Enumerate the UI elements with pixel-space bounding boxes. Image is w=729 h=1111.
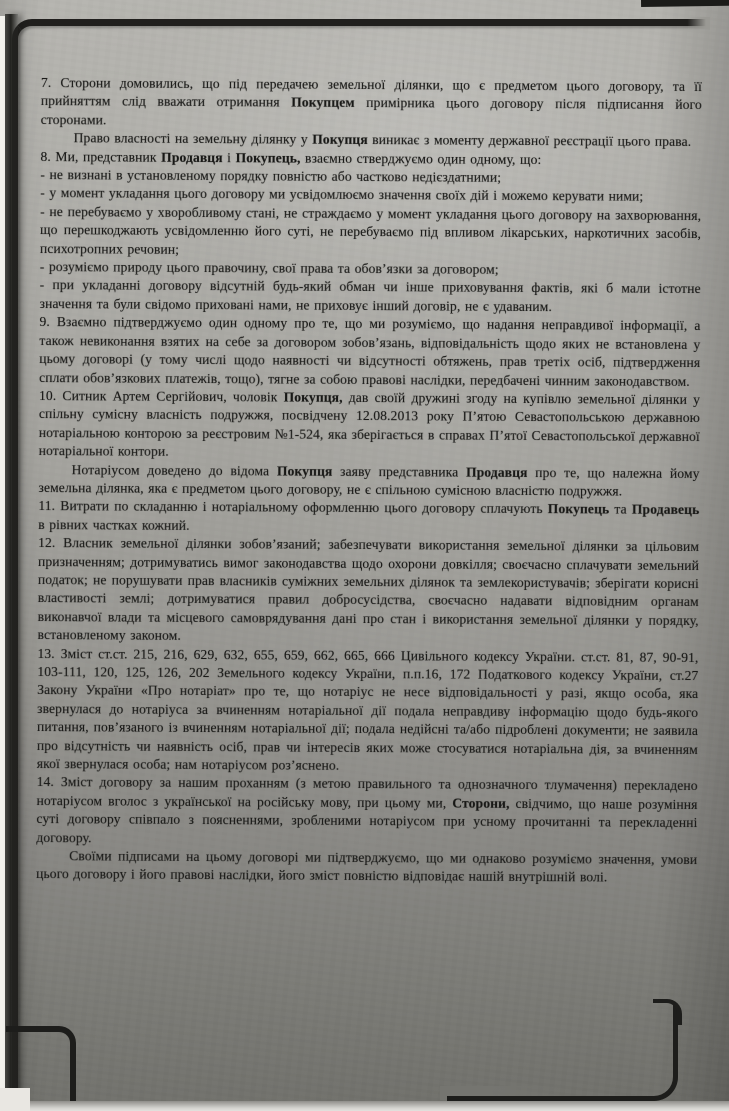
paragraph: [41, 74, 702, 133]
bold-term: Покупця: [312, 131, 368, 148]
text-run: 7. Сторони домовились, що під передачею земельної ділянки, що є предметом цього договору, та її прийняттям слід вважати отримання: [40, 74, 702, 110]
text-run: примірника цього договору після підписання його сторонами.: [40, 95, 702, 128]
text-run: - при укладанні договору відсутній будь-який обман чи інше приховування фактів, які б мали істотне значення та були свідомо приховані нами, не приховує інший договір, не є удаваним.: [39, 277, 701, 315]
bottom-right-frame-fragment: [447, 1004, 678, 1101]
text-run: - не визнані в установленому порядку повністю або частково недієздатними;: [40, 167, 502, 185]
text-run: Право власності на земельну ділянку у: [73, 130, 313, 147]
text-run: виникає з моменту державної реєстрації цього права.: [367, 132, 692, 150]
text-run: - у момент укладання цього договору ми усвідомлюємо значення своїх дій і можемо керувати ними;: [40, 185, 644, 205]
frame-top-line-fade: [660, 17, 710, 29]
bold-term: Покупця: [276, 462, 333, 479]
top-right-frame-fragment: [641, 0, 729, 7]
text-run: - розуміємо природу цього правочину, свої права та обов’язки за договором;: [39, 259, 499, 277]
bold-term: Продавець: [631, 501, 700, 518]
paragraph: [37, 645, 699, 778]
text-run: дав своїй дружині згоду на купівлю земельної ділянки у спільну сумісну власність подружжя, посвідчену 12.08.2013 року П’ятою Севастопольською державною нотаріальною конторою за реєстровим №1-524, яка зберігається в справах П’ятої Севастопольської державної нотаріальної контори.: [38, 389, 701, 459]
bold-term: Сторони,: [452, 795, 510, 811]
text-run: про те, що належна йому земельна ділянка, яка є предметом цього договору, не є спільною сумісною власністю подружжя.: [38, 464, 700, 499]
paragraph: [38, 497, 699, 538]
scan-bottom-edge-strip: [0, 1101, 729, 1111]
paragraph: [40, 203, 701, 262]
bold-term: Продавця: [161, 149, 223, 165]
paragraph: [38, 461, 699, 502]
text-run: і: [222, 149, 236, 165]
text-run: 12. Власник земельної ділянки зобов’язаний; забезпечувати використання земельної ділянки за цільовим призначенням; дотримуватись вимог законодавства щодо охорони довкілля; своєчасно сплачувати земельний податок; не порушувати прав власників суміжних земельних ділянок та землекористувачів; зберігати корисні властивості землі; дотримуватися правил добросусідства, своєчасно надавати відповідним органам виконавчої влади та місцевого самоврядування дані про стан і використання земельної ділянки у порядку, встановленому законом.: [37, 535, 700, 644]
paragraph: [36, 847, 697, 888]
text-run: та: [609, 501, 632, 517]
bold-term: Продавця: [465, 464, 528, 480]
text-run: взаємно стверджуємо один одному, що:: [300, 150, 542, 167]
text-run: в рівних частках кожний.: [38, 516, 190, 533]
scan-gutter-shadow: [5, 14, 18, 1106]
paragraph: [39, 313, 700, 391]
paragraph: [36, 773, 697, 851]
document-text: [35, 74, 702, 1070]
bold-term: Покупець,: [235, 149, 301, 166]
bold-term: Покупець: [547, 501, 610, 517]
paragraph: [40, 276, 701, 317]
bottom-right-frame-corner-hook: [653, 999, 682, 1025]
text-run: 13. Зміст ст.ст. 215, 216, 629, 632, 655, 659, 662, 665, 666 Цивільного кодексу України. ст.ст. 81, 87, 90-91, 103-111, 120, 125, 126, 202 Земельного кодексу України, п.п.16, 172 Податкового кодексу України, ст.27 Закону України «Про нотаріат» про те, що нотаріус не несе відповідальності у разі, якщо особа, яка звернулася до нотаріуса за вчиненням нотаріальної дії подала неправдиву інформацію щодо будь-якого питання, пов’язаного із вчиненням нотаріальної дії; подала недійсні та/або підроблені документи; не заявила про відсутність чи наявність осіб, прав чи інтересів яких може стосуватися нотаріальна дія, за вчиненням якої звернулася особа; нам нотаріусом роз’яснено.: [36, 645, 699, 773]
text-run: 8. Ми, представник: [40, 148, 162, 165]
text-run: 11. Витрати по складанню і нотаріальному оформленню цього договору сплачують: [38, 498, 548, 517]
scan-bottom-left-white-patch: [0, 1088, 30, 1111]
bold-term: Покупця,: [283, 389, 343, 405]
text-run: 9. Взаємно підтверджуємо один одному про те, що ми розуміємо, що надання неправдивої інформації, а також невиконання взятих на себе за договором зобов’язань, відповідальність щодо яких не встановлена у цьому договорі (у тому числі щодо наявності чи відсутності обтяжень, прав третіх осіб, підтвердження сплати обов’язкових платежів, тощо), тягне за собою правові наслідки, передбачені чинним законодавством.: [39, 314, 701, 389]
paragraph: [39, 387, 700, 465]
text-run: свідчимо, що наше розуміння суті договору співпало з поясненнями, зробленими нотаріусом при усному прочитанні та перекладенні договору.: [36, 795, 698, 845]
text-run: 10. Ситник Артем Сергійович, чоловік: [38, 387, 284, 405]
text-run: заяву представника: [332, 463, 467, 480]
text-run: - не перебуваємо у хворобливому стані, не страждаємо у момент укладання цього договору на захворювання, що перешкоджають усвідомленню його суті, не перебуваємо під впливом лікарських, наркотичних засобів, психотропних речовин;: [39, 203, 702, 257]
paragraph: [38, 534, 700, 648]
text-run: 14. Зміст договору за нашим проханням (з метою правильного та однозначного тлумачення) перекладено нотаріусом вголос з української на російську мову, при цьому ми,: [36, 774, 698, 811]
text-run: Нотаріусом доведено до відома: [71, 461, 277, 478]
text-run: Своїми підписами на цьому договорі ми підтверджуємо, що ми однаково розуміємо значення, умови цього договору і його правові наслідки, його зміст повністю відповідає нашій внутрішній волі.: [36, 848, 698, 885]
bold-term: Покупцем: [291, 94, 355, 111]
